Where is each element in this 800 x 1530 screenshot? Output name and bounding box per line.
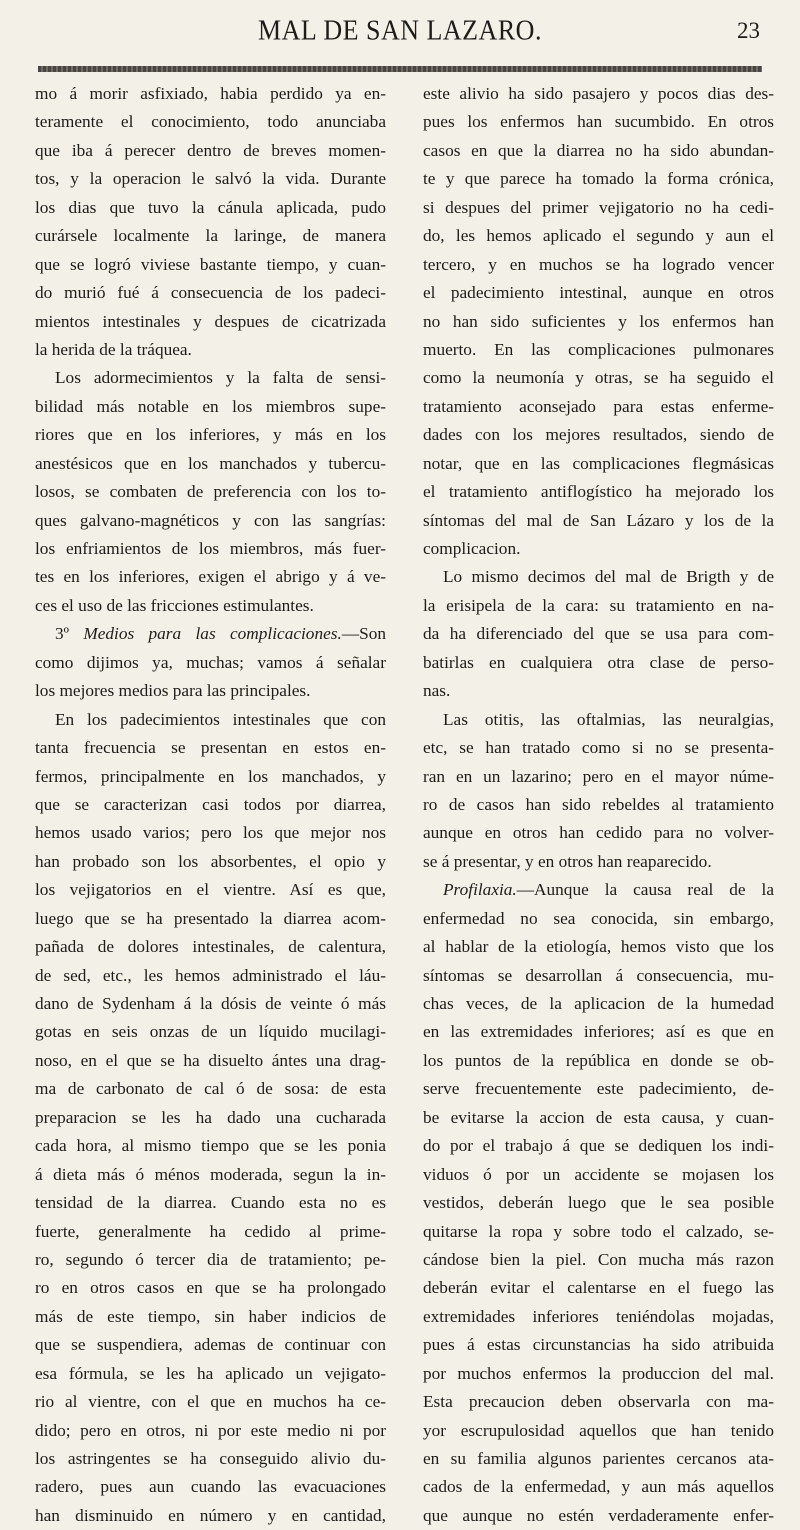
text-line — [35, 763, 386, 791]
text-line — [423, 649, 774, 677]
line-text: anestésicos que en los manchados y tubercu- — [35, 453, 386, 473]
line-text: curársele localmente la laringe, de manera — [35, 226, 386, 246]
text-line — [35, 308, 386, 336]
line-text: losos, se combaten de preferencia con los to- — [35, 482, 386, 502]
line-text: etc, se han tratado como si no se presenta- — [423, 738, 774, 758]
line-text: al hablar de la etiología, hemos visto que los — [423, 937, 774, 957]
text-line — [35, 507, 386, 535]
line-text: teramente el conocimiento, todo anunciaba — [35, 112, 386, 132]
text-line — [423, 108, 774, 136]
line-text: En los padecimientos intestinales que con — [55, 709, 386, 729]
line-text: síntomas se desarrollan á consecuencia, mu- — [423, 965, 774, 985]
right-column — [423, 80, 774, 1530]
line-text: los dias que tuvo la cánula aplicada, pudo — [35, 197, 386, 217]
text-line — [35, 1417, 386, 1445]
line-text: en su familia algunos parientes cercanos ata- — [423, 1449, 774, 1468]
text-line — [423, 592, 774, 620]
header-rule — [38, 66, 762, 72]
line-text: más de este tiempo, sin haber indicios de — [35, 1306, 386, 1326]
line-text: la erisipela de la cara: su tratamiento en na- — [423, 595, 774, 615]
line-text: si despues del primer vejigatorio no ha cedi- — [423, 197, 774, 217]
line-text: el padecimiento intestinal, aunque en otros — [423, 283, 774, 303]
line-text: gotas en seis onzas de un líquido mucilagi- — [35, 1022, 386, 1042]
text-line — [35, 535, 386, 563]
text-line — [35, 677, 386, 705]
line-text: dades con los mejores resultados, siendo de — [423, 425, 774, 445]
text-line — [35, 80, 386, 108]
line-text: serve frecuentemente este padecimiento, de- — [423, 1079, 774, 1099]
line-text: mientos intestinales y despues de cicatrizada — [35, 311, 386, 331]
text-line — [35, 1161, 386, 1189]
line-text: noso, en el que se ha disuelto ántes una drag- — [35, 1050, 386, 1070]
line-text: muerto. En las complicaciones pulmonares — [423, 339, 774, 359]
line-text: dano de Sydenham á la dósis de veinte ó más — [35, 994, 386, 1013]
text-line — [35, 1047, 386, 1075]
text-line — [35, 1445, 386, 1473]
text-line — [423, 507, 774, 535]
text-line — [423, 1047, 774, 1075]
line-text: nas. — [423, 681, 451, 701]
text-line — [35, 649, 386, 677]
line-text: tes en los inferiores, exigen el abrigo y á ve- — [35, 567, 386, 587]
line-text: Lo mismo decimos del mal de Brigth y de — [443, 567, 774, 587]
text-line — [423, 791, 774, 819]
text-line — [423, 478, 774, 506]
line-text: ro en otros casos en que se ha prolongado — [35, 1278, 386, 1298]
text-line — [423, 450, 774, 478]
line-text: Los adormecimientos y la falta de sensi- — [55, 368, 386, 388]
line-text: tensidad de la diarrea. Cuando esta no es — [35, 1193, 386, 1213]
text-line — [35, 364, 386, 392]
text-line — [35, 1246, 386, 1274]
line-text: que se logró viviese bastante tiempo, y cuan- — [35, 254, 386, 274]
text-line — [35, 1473, 386, 1501]
line-text: dido; pero en otros, ni por este medio ni por — [35, 1420, 386, 1440]
text-line — [423, 80, 774, 108]
line-text: en las extremidades inferiores; así es que en — [423, 1022, 774, 1042]
line-text: han probado son los absorbentes, el opio y — [35, 851, 386, 871]
line-text: el tratamiento antiflogístico ha mejorado los — [423, 482, 774, 502]
text-line — [423, 706, 774, 734]
line-text: los vejigatorios en el vientre. Así es que, — [35, 880, 386, 900]
text-line — [423, 1218, 774, 1246]
text-line — [35, 563, 386, 591]
line-text: como la neumonía y otras, se ha seguido el — [423, 368, 774, 388]
line-text: quitarse la ropa y sobre todo el calzado, se- — [423, 1221, 774, 1241]
text-line — [35, 990, 386, 1018]
line-text: fermos, principalmente en los manchados, y — [35, 766, 386, 786]
text-line — [35, 1132, 386, 1160]
text-line — [423, 1075, 774, 1103]
text-line — [35, 933, 386, 961]
line-text: pañada de dolores intestinales, de calentura, — [35, 937, 386, 957]
section-heading: Medios para las complicaciones. — [83, 624, 342, 644]
text-line — [423, 1189, 774, 1217]
left-column — [35, 80, 386, 1530]
line-text: los mejores medios para las principales. — [35, 681, 311, 701]
text-line — [35, 478, 386, 506]
line-text: no han sido suficientes y los enfermos han — [423, 311, 774, 331]
line-text: do por el trabajo á que se dediquen los indi- — [423, 1136, 774, 1156]
line-text: como dijimos ya, muchas; vamos á señalar — [35, 652, 386, 672]
text-line — [423, 1303, 774, 1331]
line-text: por muchos enfermos la produccion del mal. — [423, 1363, 774, 1383]
line-text: complicacion. — [423, 539, 521, 558]
text-line — [35, 905, 386, 933]
text-line — [35, 336, 386, 364]
text-line — [35, 1331, 386, 1359]
text-line — [423, 1360, 774, 1388]
line-text: aunque en otros han cedido para no volver- — [423, 823, 774, 843]
line-text: chas veces, de la aplicacion de la humedad — [423, 994, 774, 1013]
text-line — [35, 393, 386, 421]
text-line — [423, 905, 774, 933]
line-text: preparacion se les ha dado una cucharada — [35, 1107, 386, 1127]
line-text: esa fórmula, se les ha aplicado un vejigato- — [35, 1363, 386, 1383]
text-line — [35, 791, 386, 819]
text-line — [35, 848, 386, 876]
text-line — [35, 1388, 386, 1416]
text-line — [35, 421, 386, 449]
line-text: han disminuido en número y en cantidad, — [35, 1505, 386, 1525]
line-text: mo á morir asfixiado, habia perdido ya en- — [35, 84, 386, 103]
line-text: ma de carbonato de cal ó de sosa: de esta — [35, 1079, 386, 1099]
line-text: ques galvano-magnéticos y con las sangrías: — [35, 510, 386, 530]
line-text: do, les hemos aplicado el segundo y aun el — [423, 226, 774, 246]
text-line — [35, 1075, 386, 1103]
text-line — [423, 1104, 774, 1132]
text-line — [423, 1246, 774, 1274]
section-heading: Profilaxia. — [443, 880, 517, 900]
line-text: pues á estas circunstancias ha sido atribuida — [423, 1335, 774, 1355]
line-text: batirlas en cualquiera otra clase de perso- — [423, 652, 774, 672]
line-text: da ha diferenciado del que se usa para com- — [423, 624, 774, 644]
line-text: do murió fué á consecuencia de los padeci- — [35, 283, 386, 303]
line-text: que se caracterizan casi todos por diarrea, — [35, 794, 386, 814]
line-text: síntomas del mal de San Lázaro y los de la — [423, 510, 774, 530]
line-text: tos, y la operacion le salvó la vida. Durante — [35, 169, 386, 189]
text-line — [423, 677, 774, 705]
text-line — [423, 1417, 774, 1445]
text-line — [423, 620, 774, 648]
text-line — [35, 1018, 386, 1046]
line-text: ro, segundo ó tercer dia de tratamiento; pe- — [35, 1249, 386, 1269]
text-line — [423, 1445, 774, 1473]
text-line — [423, 194, 774, 222]
line-text: deberán evitar el calentarse en el fuego las — [423, 1278, 774, 1298]
text-line — [423, 421, 774, 449]
text-line — [35, 1360, 386, 1388]
text-line — [35, 165, 386, 193]
line-text: te y que parece ha tomado la forma crónica, — [423, 169, 774, 189]
line-text: que iba á perecer dentro de breves momen- — [35, 140, 386, 160]
page-number: 23 — [737, 18, 760, 43]
text-line — [423, 165, 774, 193]
line-text: vestidos, deberán luego que le sea posible — [423, 1193, 774, 1213]
text-line — [423, 222, 774, 250]
line-text: la herida de la tráquea. — [35, 339, 192, 359]
text-line — [423, 1132, 774, 1160]
line-text: ran en un lazarino; pero en el mayor núme- — [423, 766, 774, 786]
text-line — [423, 308, 774, 336]
text-line — [35, 876, 386, 904]
text-line — [35, 137, 386, 165]
text-line — [35, 251, 386, 279]
text-line — [423, 734, 774, 762]
line-text: be evitarse la accion de esta causa, y cuan- — [423, 1107, 774, 1127]
section-number: 3º — [55, 624, 84, 644]
line-text: extremidades inferiores teniéndolas mojadas, — [423, 1306, 774, 1326]
line-text: hemos usado varios; pero los que mejor nos — [35, 823, 386, 843]
line-text: cándose bien la piel. Con mucha más razon — [423, 1249, 774, 1269]
line-text: los puntos de la república en donde se ob- — [423, 1050, 774, 1070]
line-text: enfermedad no sea conocida, sin embargo, — [423, 908, 774, 928]
line-text: viduos ó por un accidente se mojasen los — [423, 1164, 774, 1184]
line-text: tercero, y en muchos se ha logrado vencer — [423, 254, 774, 274]
line-text: ro de casos han sido rebeldes al tratamiento — [423, 794, 774, 814]
text-line — [35, 1502, 386, 1530]
text-line — [35, 279, 386, 307]
line-text: los enfriamientos de los miembros, más fuer- — [35, 539, 386, 558]
line-text: luego que se ha presentado la diarrea acom- — [35, 908, 386, 928]
line-text: casos en que la diarrea no ha sido abundan- — [423, 140, 774, 160]
line-text: cados de la enfermedad, y aun más aquellos — [423, 1477, 774, 1497]
line-text: —Aunque la causa real de la — [516, 880, 774, 900]
text-line — [35, 706, 386, 734]
line-text: Las otitis, las oftalmias, las neuralgias, — [443, 709, 774, 729]
line-text: este alivio ha sido pasajero y pocos dias des- — [423, 84, 774, 103]
text-line — [423, 563, 774, 591]
line-text: yor escrupulosidad aquellos que han tenido — [423, 1420, 774, 1440]
line-text: pues los enfermos han sucumbido. En otros — [423, 112, 774, 132]
text-line — [423, 364, 774, 392]
text-line — [423, 933, 774, 961]
text-line — [423, 535, 774, 563]
line-text: á dieta más ó ménos moderada, segun la in- — [35, 1164, 386, 1184]
line-text: notar, que en las complicaciones flegmásicas — [423, 453, 774, 473]
line-text: se á presentar, y en otros han reaparecido. — [423, 851, 712, 871]
text-line — [35, 620, 386, 648]
line-text: radero, pues aun cuando las evacuaciones — [35, 1477, 386, 1497]
text-line — [423, 336, 774, 364]
text-line — [423, 137, 774, 165]
text-line — [423, 848, 774, 876]
line-text: rio al vientre, con el que en muchos ha ce- — [35, 1392, 386, 1412]
text-line — [423, 1502, 774, 1530]
text-line — [423, 1018, 774, 1046]
text-line — [423, 1161, 774, 1189]
text-line — [35, 819, 386, 847]
text-line — [423, 819, 774, 847]
line-text: cada hora, al mismo tiempo que se les ponia — [35, 1136, 386, 1156]
text-line — [35, 592, 386, 620]
text-line — [35, 962, 386, 990]
line-text: riores que en los inferiores, y más en los — [35, 425, 386, 445]
text-line — [423, 251, 774, 279]
text-line — [423, 1473, 774, 1501]
line-text: Esta precaucion deben observarla con ma- — [423, 1392, 774, 1412]
line-text: los astringentes se ha conseguido alivio du- — [35, 1449, 386, 1468]
line-text: de sed, etc., les hemos administrado el láu- — [35, 965, 386, 985]
text-line — [35, 1218, 386, 1246]
running-head — [34, 10, 766, 47]
line-text: ces el uso de las fricciones estimulantes. — [35, 595, 314, 615]
text-line — [423, 876, 774, 904]
text-line — [423, 763, 774, 791]
text-line — [423, 962, 774, 990]
text-line — [35, 1189, 386, 1217]
text-line — [423, 990, 774, 1018]
line-text: fuerte, generalmente ha cedido al prime- — [35, 1221, 386, 1241]
text-line — [423, 393, 774, 421]
line-text: tratamiento aconsejado para estas enferme- — [423, 396, 774, 416]
text-line — [35, 1104, 386, 1132]
line-text: que se suspendiera, ademas de continuar con — [35, 1335, 386, 1355]
text-line — [423, 279, 774, 307]
line-text: que aunque no estén verdaderamente enfer- — [423, 1505, 774, 1525]
text-line — [35, 450, 386, 478]
text-line — [35, 734, 386, 762]
text-line — [423, 1331, 774, 1359]
text-line — [423, 1388, 774, 1416]
line-text: —Son — [341, 624, 386, 644]
text-line — [35, 108, 386, 136]
text-line — [35, 1303, 386, 1331]
line-text: bilidad más notable en los miembros supe- — [35, 396, 386, 416]
line-text: tanta frecuencia se presentan en estos en- — [35, 738, 386, 758]
text-line — [35, 194, 386, 222]
running-title: MAL DE SAN LAZARO. — [258, 14, 542, 47]
text-line — [35, 222, 386, 250]
